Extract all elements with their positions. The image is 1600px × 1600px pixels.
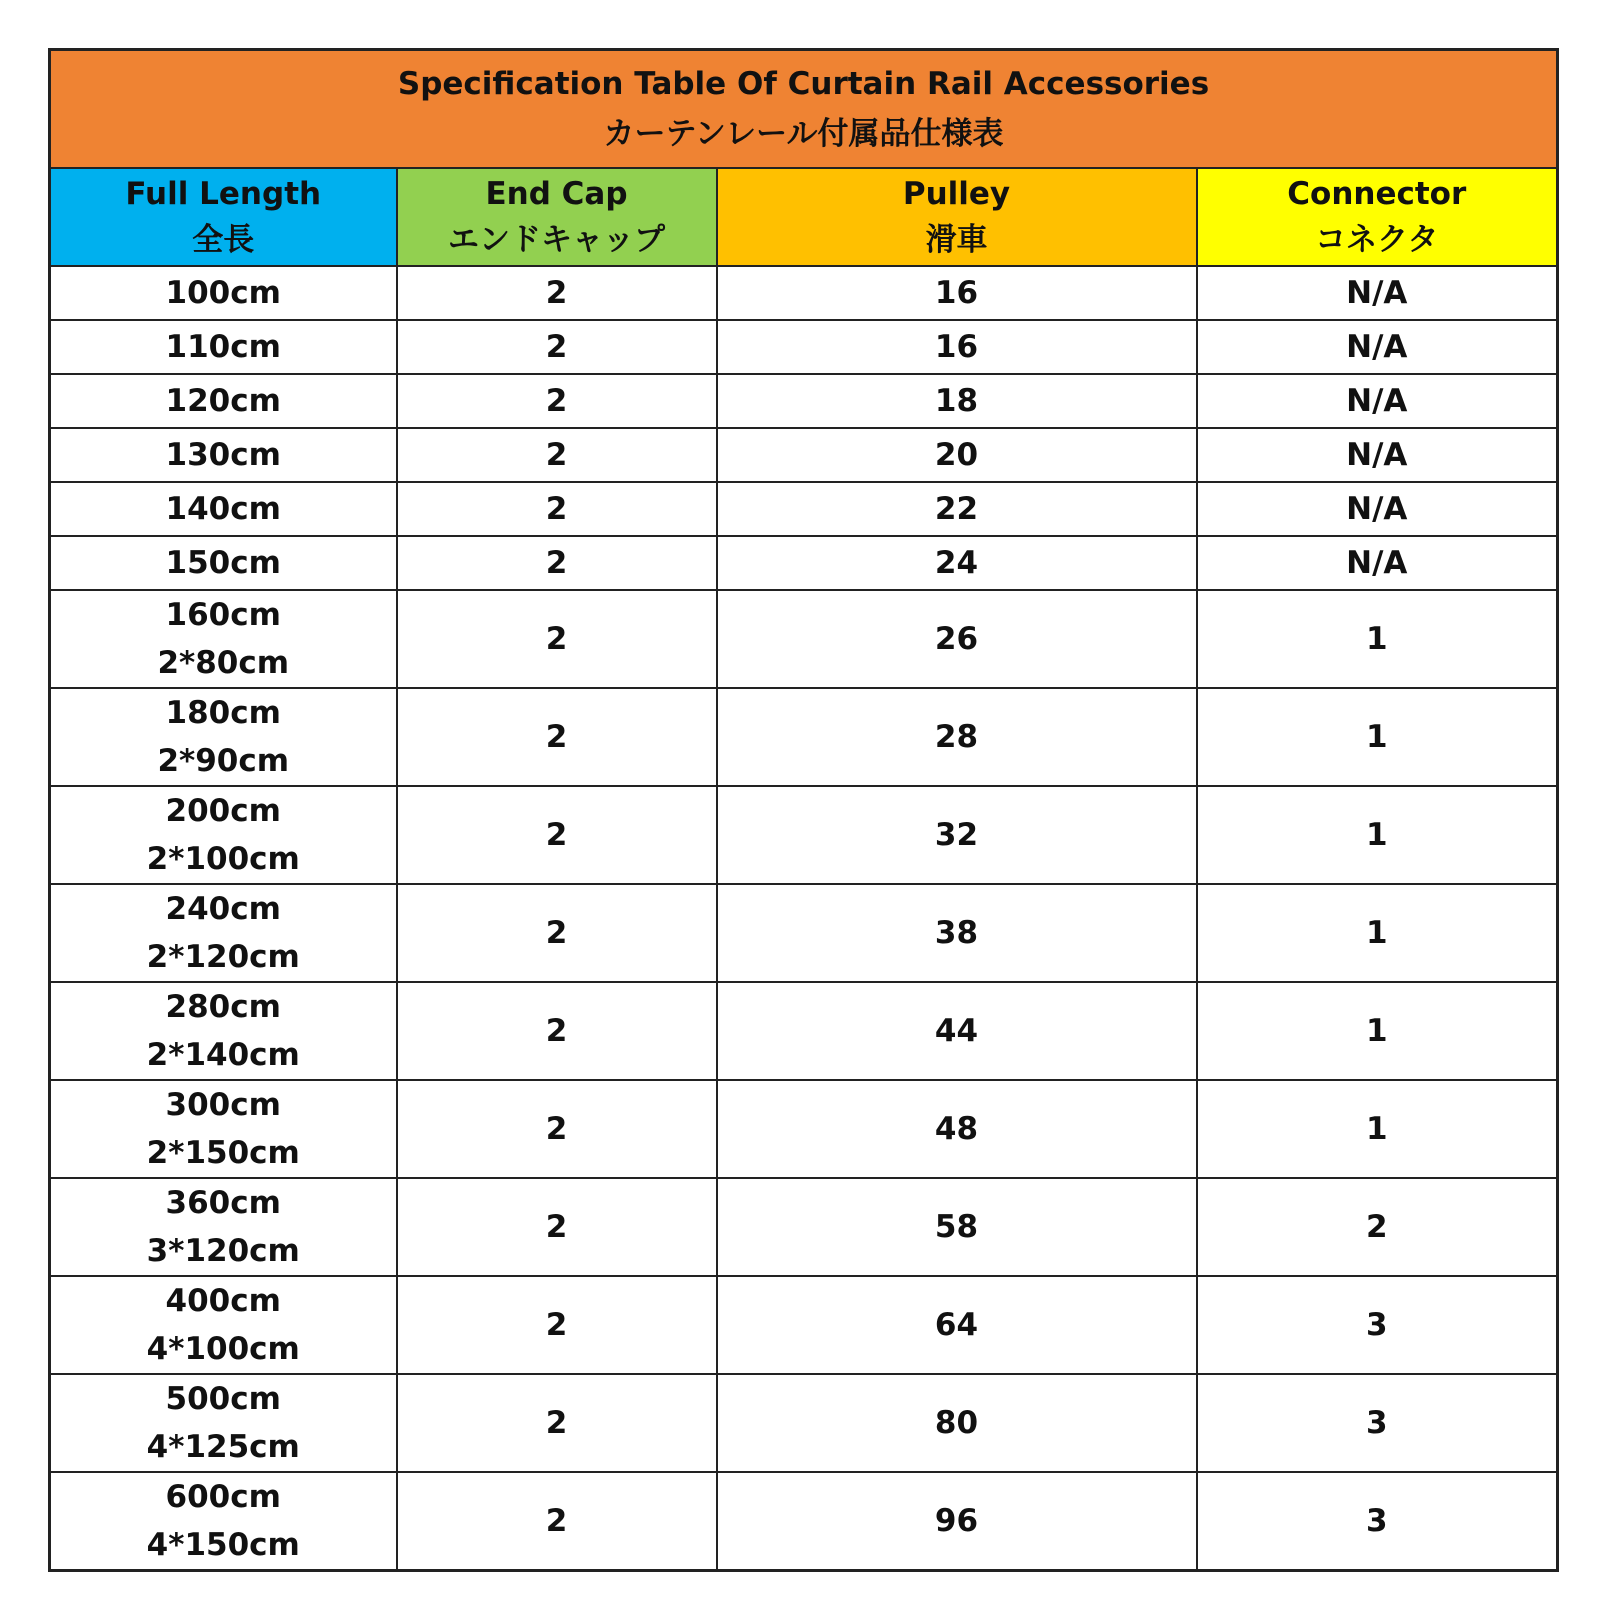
header-pulley (717, 168, 1197, 266)
table-row (50, 482, 1558, 536)
cell-connector: 1 (1197, 1080, 1558, 1178)
cell-connector: N/A (1197, 536, 1558, 590)
cell-full-length (50, 320, 397, 374)
header-pulley-ja: 滑車 (925, 222, 988, 258)
cell-end-cap: 2 (397, 320, 717, 374)
header-end-cap-en: End Cap (485, 176, 628, 212)
full-length-value: 500cm (165, 1381, 281, 1417)
cell-pulley: 16 (717, 320, 1197, 374)
table-row (50, 590, 1558, 688)
cell-connector: 3 (1197, 1276, 1558, 1374)
full-length-split: 2*150cm (146, 1135, 300, 1171)
cell-end-cap: 2 (397, 590, 717, 688)
cell-connector: 1 (1197, 590, 1558, 688)
cell-end-cap: 2 (397, 374, 717, 428)
table-row (50, 786, 1558, 884)
table-body (50, 266, 1558, 1571)
full-length-split: 2*120cm (146, 939, 300, 975)
header-full-length (50, 168, 397, 266)
table-title-ja: カーテンレール付属品仕様表 (603, 116, 1004, 152)
table-row (50, 536, 1558, 590)
header-connector-ja: コネクタ (1315, 222, 1439, 258)
cell-end-cap: 2 (397, 1374, 717, 1472)
full-length-value: 360cm (165, 1185, 281, 1221)
full-length-split: 2*90cm (157, 743, 290, 779)
cell-full-length (50, 982, 397, 1080)
cell-connector: N/A (1197, 428, 1558, 482)
cell-connector: 1 (1197, 982, 1558, 1080)
cell-pulley: 28 (717, 688, 1197, 786)
cell-pulley: 58 (717, 1178, 1197, 1276)
cell-full-length (50, 884, 397, 982)
cell-full-length (50, 1374, 397, 1472)
table-title-en: Specification Table Of Curtain Rail Accessories (397, 66, 1210, 102)
cell-pulley: 26 (717, 590, 1197, 688)
cell-end-cap: 2 (397, 266, 717, 320)
cell-full-length (50, 1472, 397, 1571)
cell-end-cap: 2 (397, 982, 717, 1080)
cell-pulley: 44 (717, 982, 1197, 1080)
header-full-length-en: Full Length (125, 176, 322, 212)
cell-full-length (50, 786, 397, 884)
full-length-value: 130cm (165, 437, 281, 473)
full-length-split: 3*120cm (146, 1233, 300, 1269)
table-row (50, 266, 1558, 320)
table-row (50, 1080, 1558, 1178)
full-length-value: 150cm (165, 545, 281, 581)
full-length-split: 4*125cm (146, 1429, 300, 1465)
cell-end-cap: 2 (397, 536, 717, 590)
full-length-value: 100cm (165, 275, 281, 311)
cell-end-cap: 2 (397, 688, 717, 786)
full-length-value: 140cm (165, 491, 281, 527)
full-length-value: 280cm (165, 989, 281, 1025)
table-row (50, 1472, 1558, 1571)
cell-full-length (50, 1178, 397, 1276)
full-length-value: 400cm (165, 1283, 281, 1319)
full-length-value: 110cm (165, 329, 281, 365)
cell-pulley: 64 (717, 1276, 1197, 1374)
table-row (50, 1276, 1558, 1374)
table-row (50, 982, 1558, 1080)
table-row (50, 428, 1558, 482)
cell-pulley: 16 (717, 266, 1197, 320)
cell-end-cap: 2 (397, 786, 717, 884)
cell-connector: 1 (1197, 786, 1558, 884)
table-row (50, 1178, 1558, 1276)
full-length-split: 2*80cm (157, 645, 290, 681)
header-full-length-ja: 全長 (192, 222, 255, 258)
header-end-cap (397, 168, 717, 266)
full-length-split: 4*100cm (146, 1331, 300, 1367)
header-connector-en: Connector (1287, 176, 1467, 212)
cell-full-length (50, 688, 397, 786)
cell-full-length (50, 428, 397, 482)
cell-pulley: 24 (717, 536, 1197, 590)
cell-connector: N/A (1197, 374, 1558, 428)
table-row (50, 884, 1558, 982)
cell-full-length (50, 482, 397, 536)
cell-end-cap: 2 (397, 1276, 717, 1374)
cell-pulley: 22 (717, 482, 1197, 536)
cell-end-cap: 2 (397, 1080, 717, 1178)
full-length-value: 240cm (165, 891, 281, 927)
cell-connector: N/A (1197, 266, 1558, 320)
cell-end-cap: 2 (397, 884, 717, 982)
cell-connector: N/A (1197, 482, 1558, 536)
full-length-split: 4*150cm (146, 1527, 300, 1563)
table-title (50, 50, 1558, 169)
cell-pulley: 38 (717, 884, 1197, 982)
full-length-value: 300cm (165, 1087, 281, 1123)
full-length-split: 2*100cm (146, 841, 300, 877)
cell-end-cap: 2 (397, 1472, 717, 1571)
cell-connector: 1 (1197, 884, 1558, 982)
cell-connector: 3 (1197, 1374, 1558, 1472)
cell-pulley: 20 (717, 428, 1197, 482)
full-length-value: 120cm (165, 383, 281, 419)
cell-full-length (50, 590, 397, 688)
cell-end-cap: 2 (397, 1178, 717, 1276)
cell-end-cap: 2 (397, 428, 717, 482)
cell-full-length (50, 1276, 397, 1374)
cell-full-length (50, 374, 397, 428)
table-row (50, 374, 1558, 428)
cell-pulley: 48 (717, 1080, 1197, 1178)
cell-pulley: 96 (717, 1472, 1197, 1571)
spec-table (48, 48, 1559, 1572)
cell-full-length (50, 266, 397, 320)
cell-full-length (50, 536, 397, 590)
header-end-cap-ja: エンドキャップ (448, 222, 665, 258)
cell-connector: 1 (1197, 688, 1558, 786)
spec-table-container (48, 48, 1556, 1572)
full-length-value: 200cm (165, 793, 281, 829)
cell-connector: N/A (1197, 320, 1558, 374)
full-length-value: 180cm (165, 695, 281, 731)
cell-end-cap: 2 (397, 482, 717, 536)
header-connector (1197, 168, 1558, 266)
cell-full-length (50, 1080, 397, 1178)
full-length-split: 2*140cm (146, 1037, 300, 1073)
cell-connector: 3 (1197, 1472, 1558, 1571)
cell-pulley: 18 (717, 374, 1197, 428)
table-row (50, 320, 1558, 374)
table-row (50, 1374, 1558, 1472)
cell-connector: 2 (1197, 1178, 1558, 1276)
cell-pulley: 80 (717, 1374, 1197, 1472)
full-length-value: 160cm (165, 597, 281, 633)
header-pulley-en: Pulley (902, 176, 1011, 212)
full-length-value: 600cm (165, 1479, 281, 1515)
cell-pulley: 32 (717, 786, 1197, 884)
table-row (50, 688, 1558, 786)
